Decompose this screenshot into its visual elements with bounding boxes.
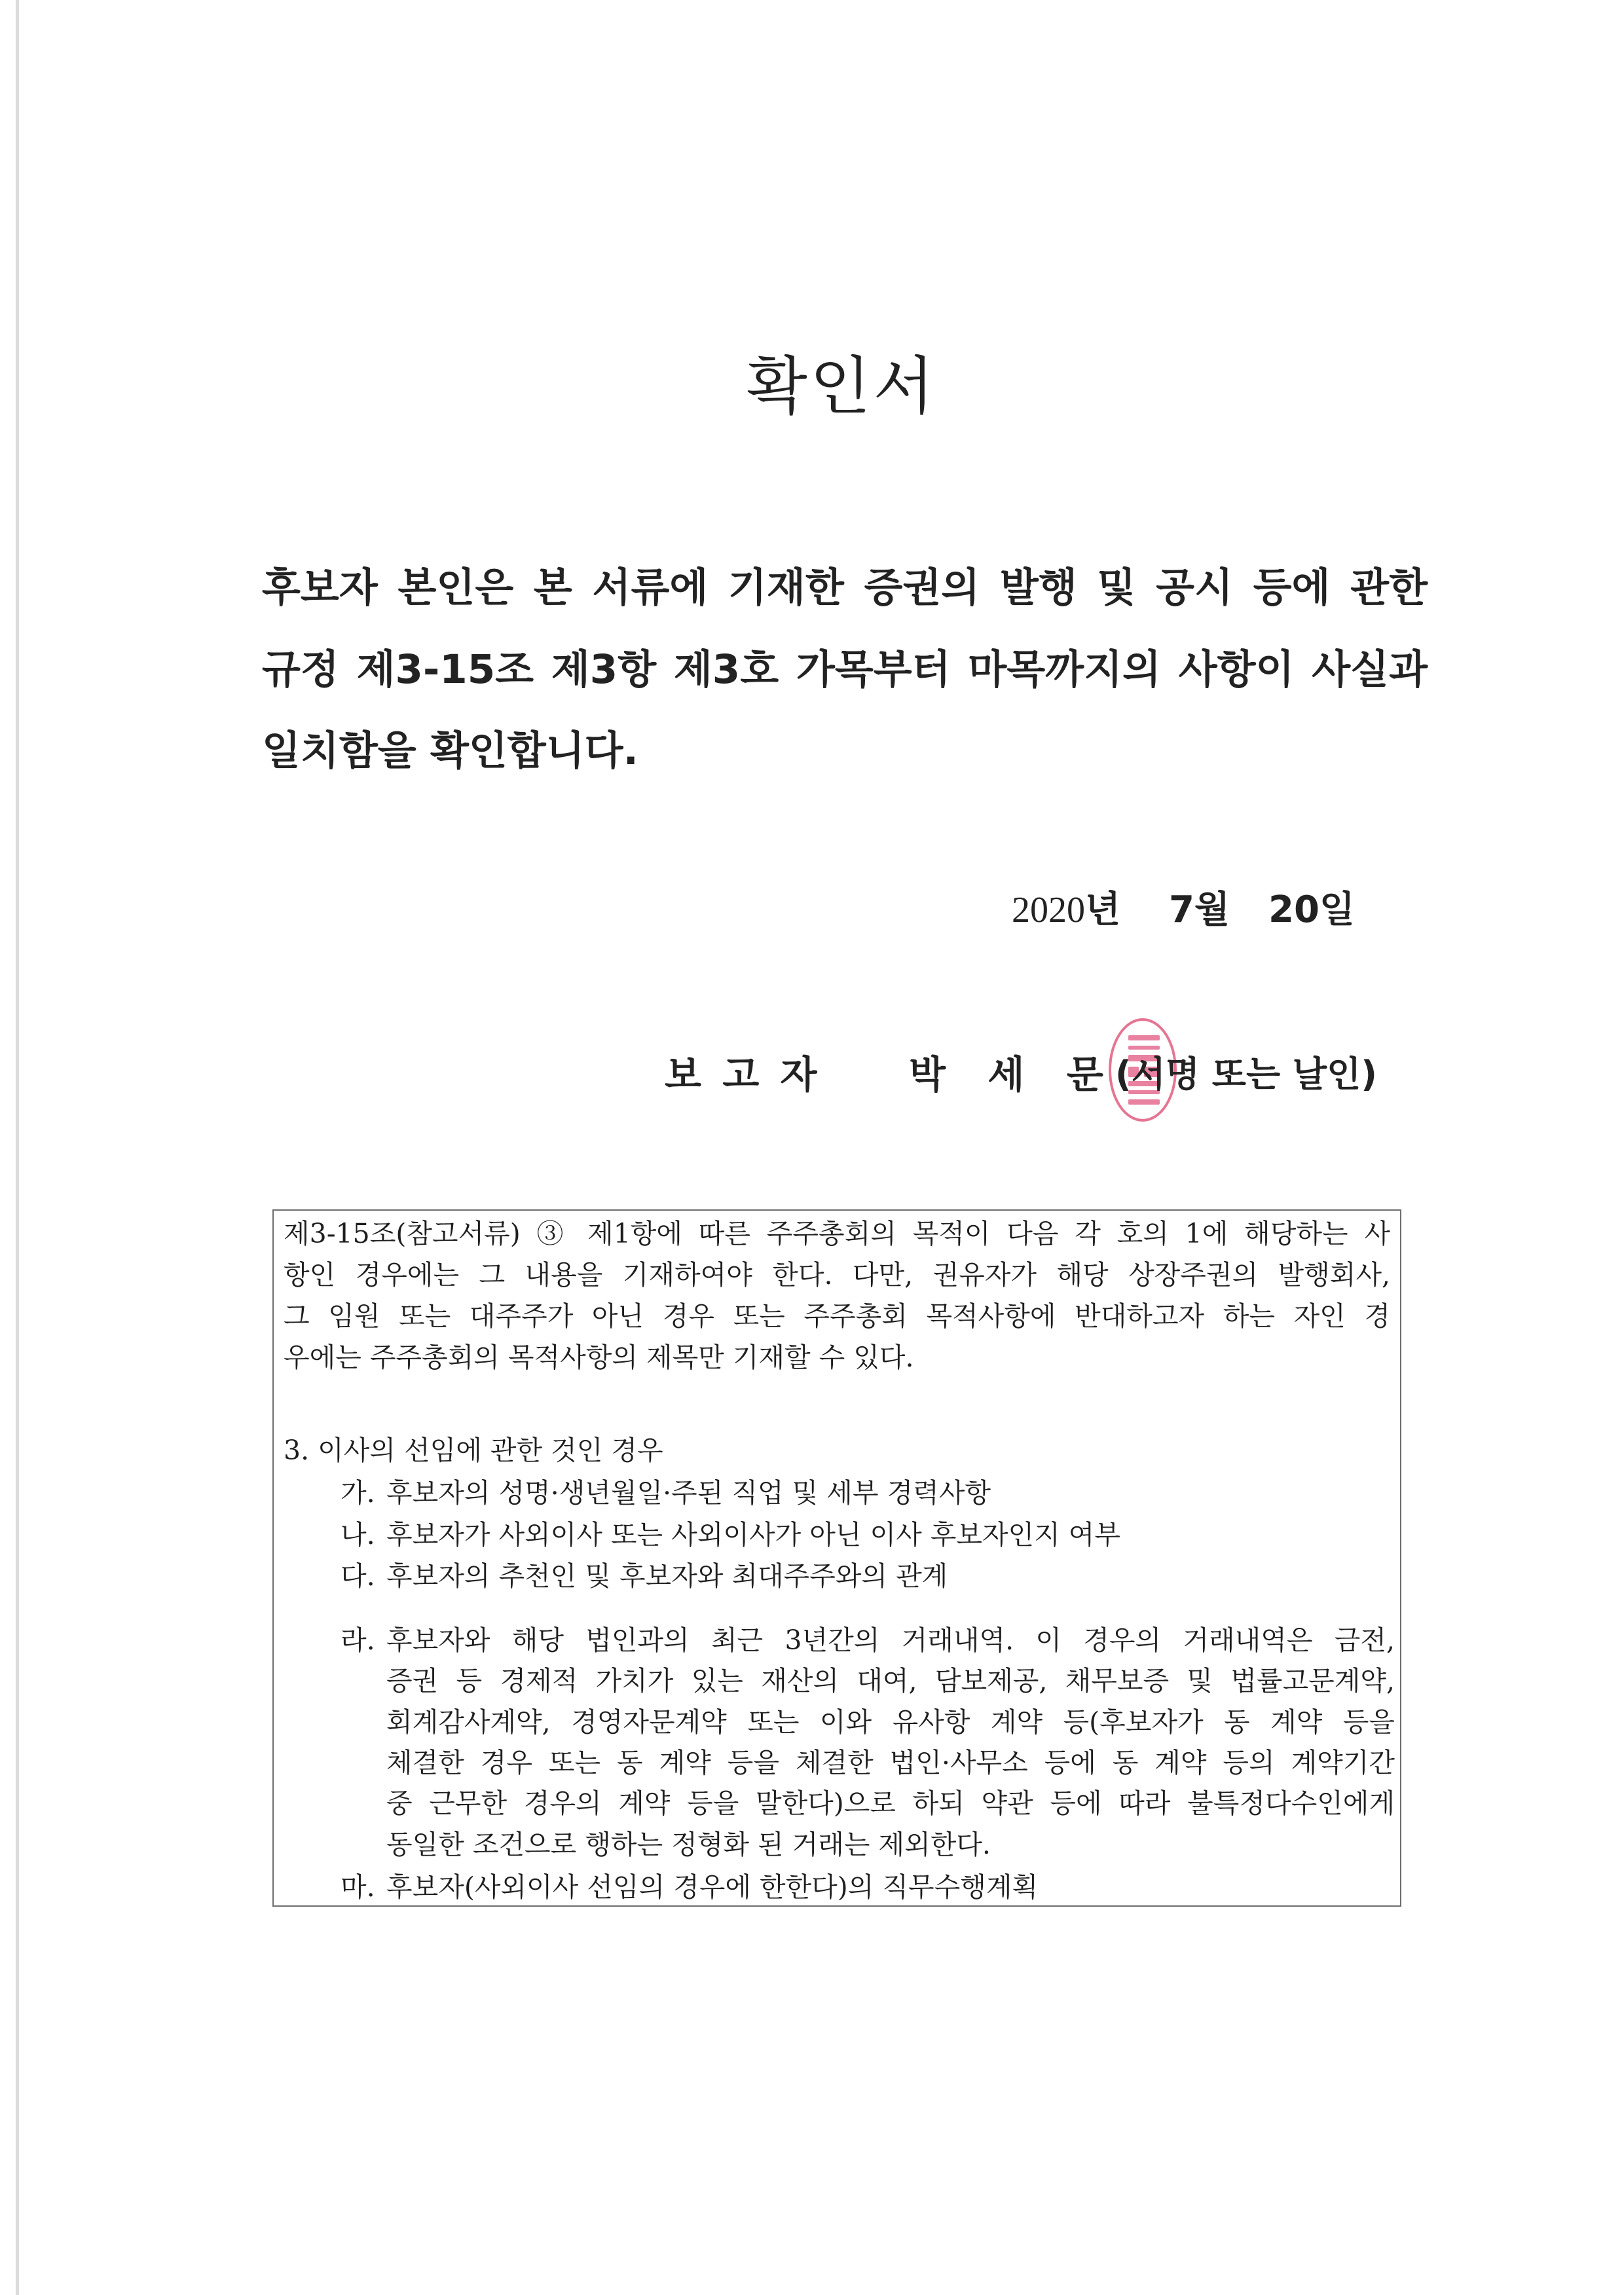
item-marker: 다. bbox=[341, 1560, 375, 1592]
item-marker: 가. bbox=[341, 1477, 375, 1509]
statement-line-3: 일치함을 확인합니다. bbox=[262, 727, 638, 774]
statement-line-1: 후보자 본인은 본 서류에 기재한 증권의 발행 및 공시 등에 관한 bbox=[262, 564, 1428, 611]
item-text: 후보자(사외이사 선임의 경우에 한한다)의 직무수행계획 bbox=[386, 1871, 1039, 1903]
reference-intro-line-3: 그 임원 또는 대주주가 아닌 경우 또는 주주총회 목적사항에 반대하고자 하는 자인 경 bbox=[284, 1300, 1390, 1332]
item-text: 후보자의 성명·생년월일·주된 직업 및 세부 경력사항 bbox=[386, 1477, 991, 1509]
item-text: 후보자의 추천인 및 후보자와 최대주주와의 관계 bbox=[386, 1560, 948, 1592]
document-title: 확인서 bbox=[747, 350, 937, 423]
reference-box bbox=[272, 1209, 1401, 1907]
item-text: 후보자가 사외이사 또는 사외이사가 아닌 이사 후보자인지 여부 bbox=[386, 1519, 1120, 1551]
reference-intro-line-2: 항인 경우에는 그 내용을 기재하여야 한다. 다만, 권유자가 해당 상장주권의 발행회사, bbox=[284, 1259, 1390, 1291]
section-heading: 3. 이사의 선임에 관한 것인 경우 bbox=[284, 1435, 663, 1466]
item-marker: 나. bbox=[341, 1519, 375, 1551]
signature-note: (서명 또는 날인) bbox=[1115, 1054, 1377, 1095]
item-text: 후보자와 해당 법인과의 최근 3년간의 거래내역. 이 경우의 거래내역은 금전, bbox=[386, 1625, 1395, 1656]
item-marker: 라. bbox=[341, 1625, 375, 1656]
item-text: 체결한 경우 또는 동 계약 등을 체결한 법인·사무소 등에 동 계약 등의 계약기간 bbox=[386, 1747, 1395, 1778]
date-day: 20일 bbox=[1268, 889, 1356, 931]
item-text: 증권 등 경제적 가치가 있는 재산의 대여, 담보제공, 채무보증 및 법률고문계약, bbox=[386, 1665, 1395, 1697]
date-month: 7월 bbox=[1169, 889, 1230, 931]
item-text: 회계감사계약, 경영자문계약 또는 이와 유사항 계약 등(후보자가 동 계약 등을 bbox=[386, 1706, 1395, 1738]
statement-line-2: 규정 제3-15조 제3항 제3호 가목부터 마목까지의 사항이 사실과 bbox=[262, 646, 1428, 693]
scan-edge-line bbox=[16, 0, 19, 2295]
item-text: 중 근무한 경우의 계약 등을 말한다)으로 하되 약관 등에 따라 불특정다수인에게 bbox=[386, 1788, 1395, 1819]
reference-intro-line-4: 우에는 주주총회의 목적사항의 제목만 기재할 수 있다. bbox=[284, 1342, 914, 1373]
reference-intro-line-1: 제3-15조(참고서류) ③ 제1항에 따른 주주총회의 목적이 다음 각 호의 1에 해당하는 사 bbox=[284, 1218, 1390, 1249]
date-year bbox=[1012, 887, 1120, 933]
item-marker: 마. bbox=[341, 1871, 375, 1903]
date-year-unit: 년 bbox=[1085, 889, 1121, 931]
reporter-label: 보 고 자 bbox=[665, 1052, 821, 1097]
date-year-value: 2020 bbox=[1012, 890, 1085, 930]
item-text: 동일한 조건으로 행하는 정형화 된 거래는 제외한다. bbox=[386, 1829, 991, 1860]
reporter-name: 박 세 문 bbox=[909, 1052, 1109, 1097]
